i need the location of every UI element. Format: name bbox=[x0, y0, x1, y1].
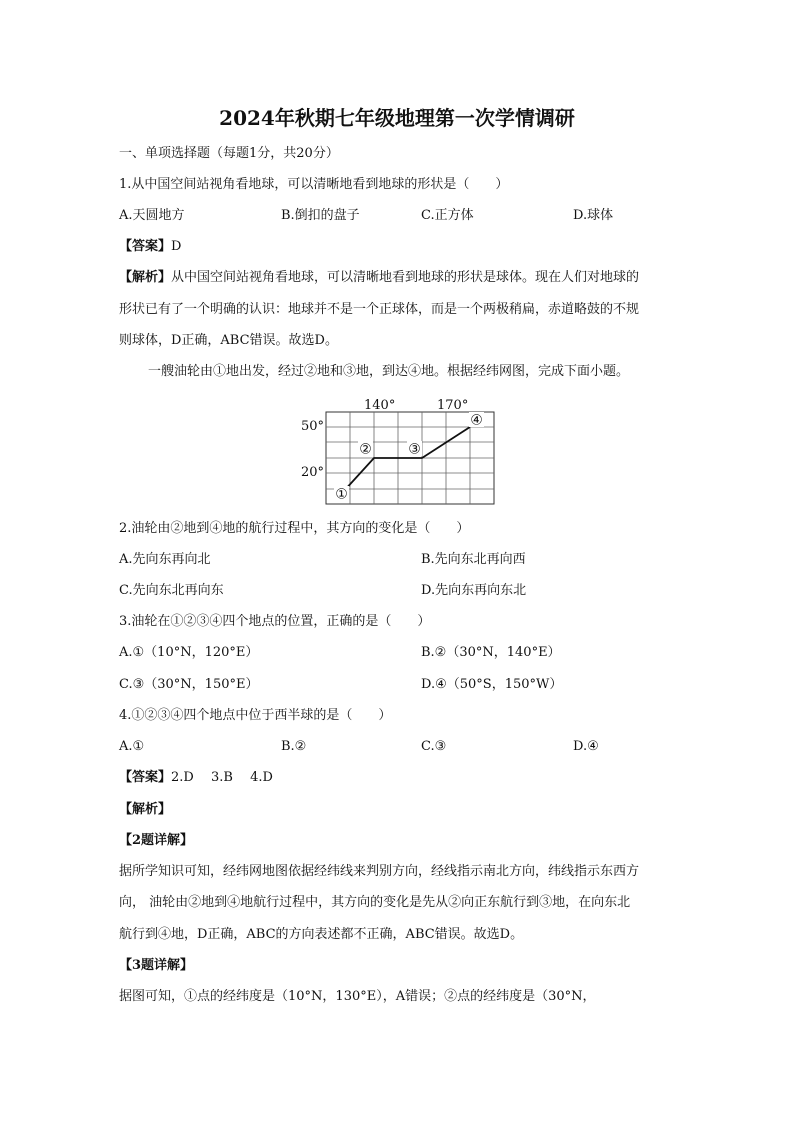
question-1-analysis-line-3: 则球体，D正确，ABC错误。故选D。 bbox=[119, 333, 338, 348]
detail-3-heading: 【3题详解】 bbox=[119, 958, 194, 973]
answer-value: D bbox=[171, 239, 182, 254]
question-2-option-a: A.先向东再向北 bbox=[119, 552, 211, 567]
point-3-label: ③ bbox=[408, 441, 421, 458]
detail-2-line-2: 向， 油轮由②地到④地航行过程中，其方向的变化是先从②向正东航行到③地，在向东北 bbox=[119, 895, 631, 910]
ship-route bbox=[343, 427, 470, 492]
question-1-analysis-line-2: 形状已有了一个明确的认识：地球并不是一个正球体，而是一个两极稍扁，赤道略鼓的不规 bbox=[119, 302, 640, 317]
analysis-tag: 【解析】 bbox=[119, 270, 172, 285]
answer-values: 2.D 3.B 4.D bbox=[171, 770, 273, 785]
analysis-heading: 【解析】 bbox=[119, 802, 172, 817]
point-1-label: ① bbox=[335, 486, 348, 503]
question-2-stem: 2.油轮由②地到④地的航行过程中，其方向的变化是（ ） bbox=[119, 521, 470, 536]
detail-2-heading: 【2题详解】 bbox=[119, 833, 194, 848]
point-2-marker bbox=[358, 441, 373, 458]
question-3-option-a: A.①（10°N，120°E） bbox=[119, 645, 259, 660]
question-4-option-a: A.① bbox=[119, 739, 145, 754]
section-heading: 一、单项选择题（每题1分，共20分） bbox=[119, 146, 339, 161]
point-2-label: ② bbox=[359, 441, 372, 458]
point-4-label: ④ bbox=[470, 412, 483, 429]
question-1-option-c: C.正方体 bbox=[421, 208, 474, 223]
question-2-option-b: B.先向东北再向西 bbox=[421, 552, 526, 567]
answers-2-4 bbox=[119, 770, 273, 786]
question-3-option-d: D.④（50°S，150°W） bbox=[421, 677, 563, 692]
point-3-marker bbox=[407, 441, 422, 458]
question-3-option-b: B.②（30°N，140°E） bbox=[421, 645, 561, 660]
detail-3-line-1: 据图可知，①点的经纬度是（10°N，130°E），A错误；②点的经纬度是（30°N， bbox=[119, 989, 596, 1004]
question-3-stem: 3.油轮在①②③④四个地点的位置，正确的是（ ） bbox=[119, 614, 431, 629]
question-4-stem: 4.①②③④四个地点中位于西半球的是（ ） bbox=[119, 708, 392, 723]
lat-lon-grid-map bbox=[298, 394, 503, 509]
question-1-answer bbox=[119, 239, 181, 255]
lat-label-50: 50° bbox=[301, 419, 325, 434]
lon-label-140: 140° bbox=[364, 398, 396, 413]
analysis-text: 从中国空间站视角看地球，可以清晰地看到地球的形状是球体。现在人们对地球的 bbox=[171, 270, 640, 285]
answer-tag: 【答案】 bbox=[119, 239, 172, 254]
question-3-option-c: C.③（30°N，150°E） bbox=[119, 677, 259, 692]
lat-label-20: 20° bbox=[301, 465, 325, 480]
point-4-marker bbox=[469, 412, 484, 429]
question-2-option-c: C.先向东北再向东 bbox=[119, 583, 224, 598]
question-1-option-b: B.倒扣的盘子 bbox=[281, 208, 360, 223]
point-1-marker bbox=[334, 486, 349, 503]
answer-tag: 【答案】 bbox=[119, 770, 172, 785]
question-1-stem: 1.从中国空间站视角看地球，可以清晰地看到地球的形状是（ ） bbox=[119, 177, 509, 192]
question-1-analysis-line-1 bbox=[119, 270, 639, 286]
material-intro: 一艘油轮由①地出发，经过②地和③地，到达④地。根据经纬网图，完成下面小题。 bbox=[148, 364, 630, 379]
question-4-option-d: D.④ bbox=[573, 739, 599, 754]
document-title: 2024年秋期七年级地理第一次学情调研 bbox=[219, 106, 575, 130]
question-1-option-a: A.天圆地方 bbox=[119, 208, 185, 223]
question-2-option-d: D.先向东再向东北 bbox=[421, 583, 527, 598]
question-4-option-b: B.② bbox=[281, 739, 307, 754]
question-4-option-c: C.③ bbox=[421, 739, 447, 754]
question-1-option-d: D.球体 bbox=[573, 208, 614, 223]
lon-label-170: 170° bbox=[437, 398, 469, 413]
detail-2-line-3: 航行到④地，D正确，ABC的方向表述都不正确，ABC错误。故选D。 bbox=[119, 927, 524, 942]
detail-2-line-1: 据所学知识可知，经纬网地图依据经纬线来判别方向，经线指示南北方向，纬线指示东西方 bbox=[119, 864, 640, 879]
